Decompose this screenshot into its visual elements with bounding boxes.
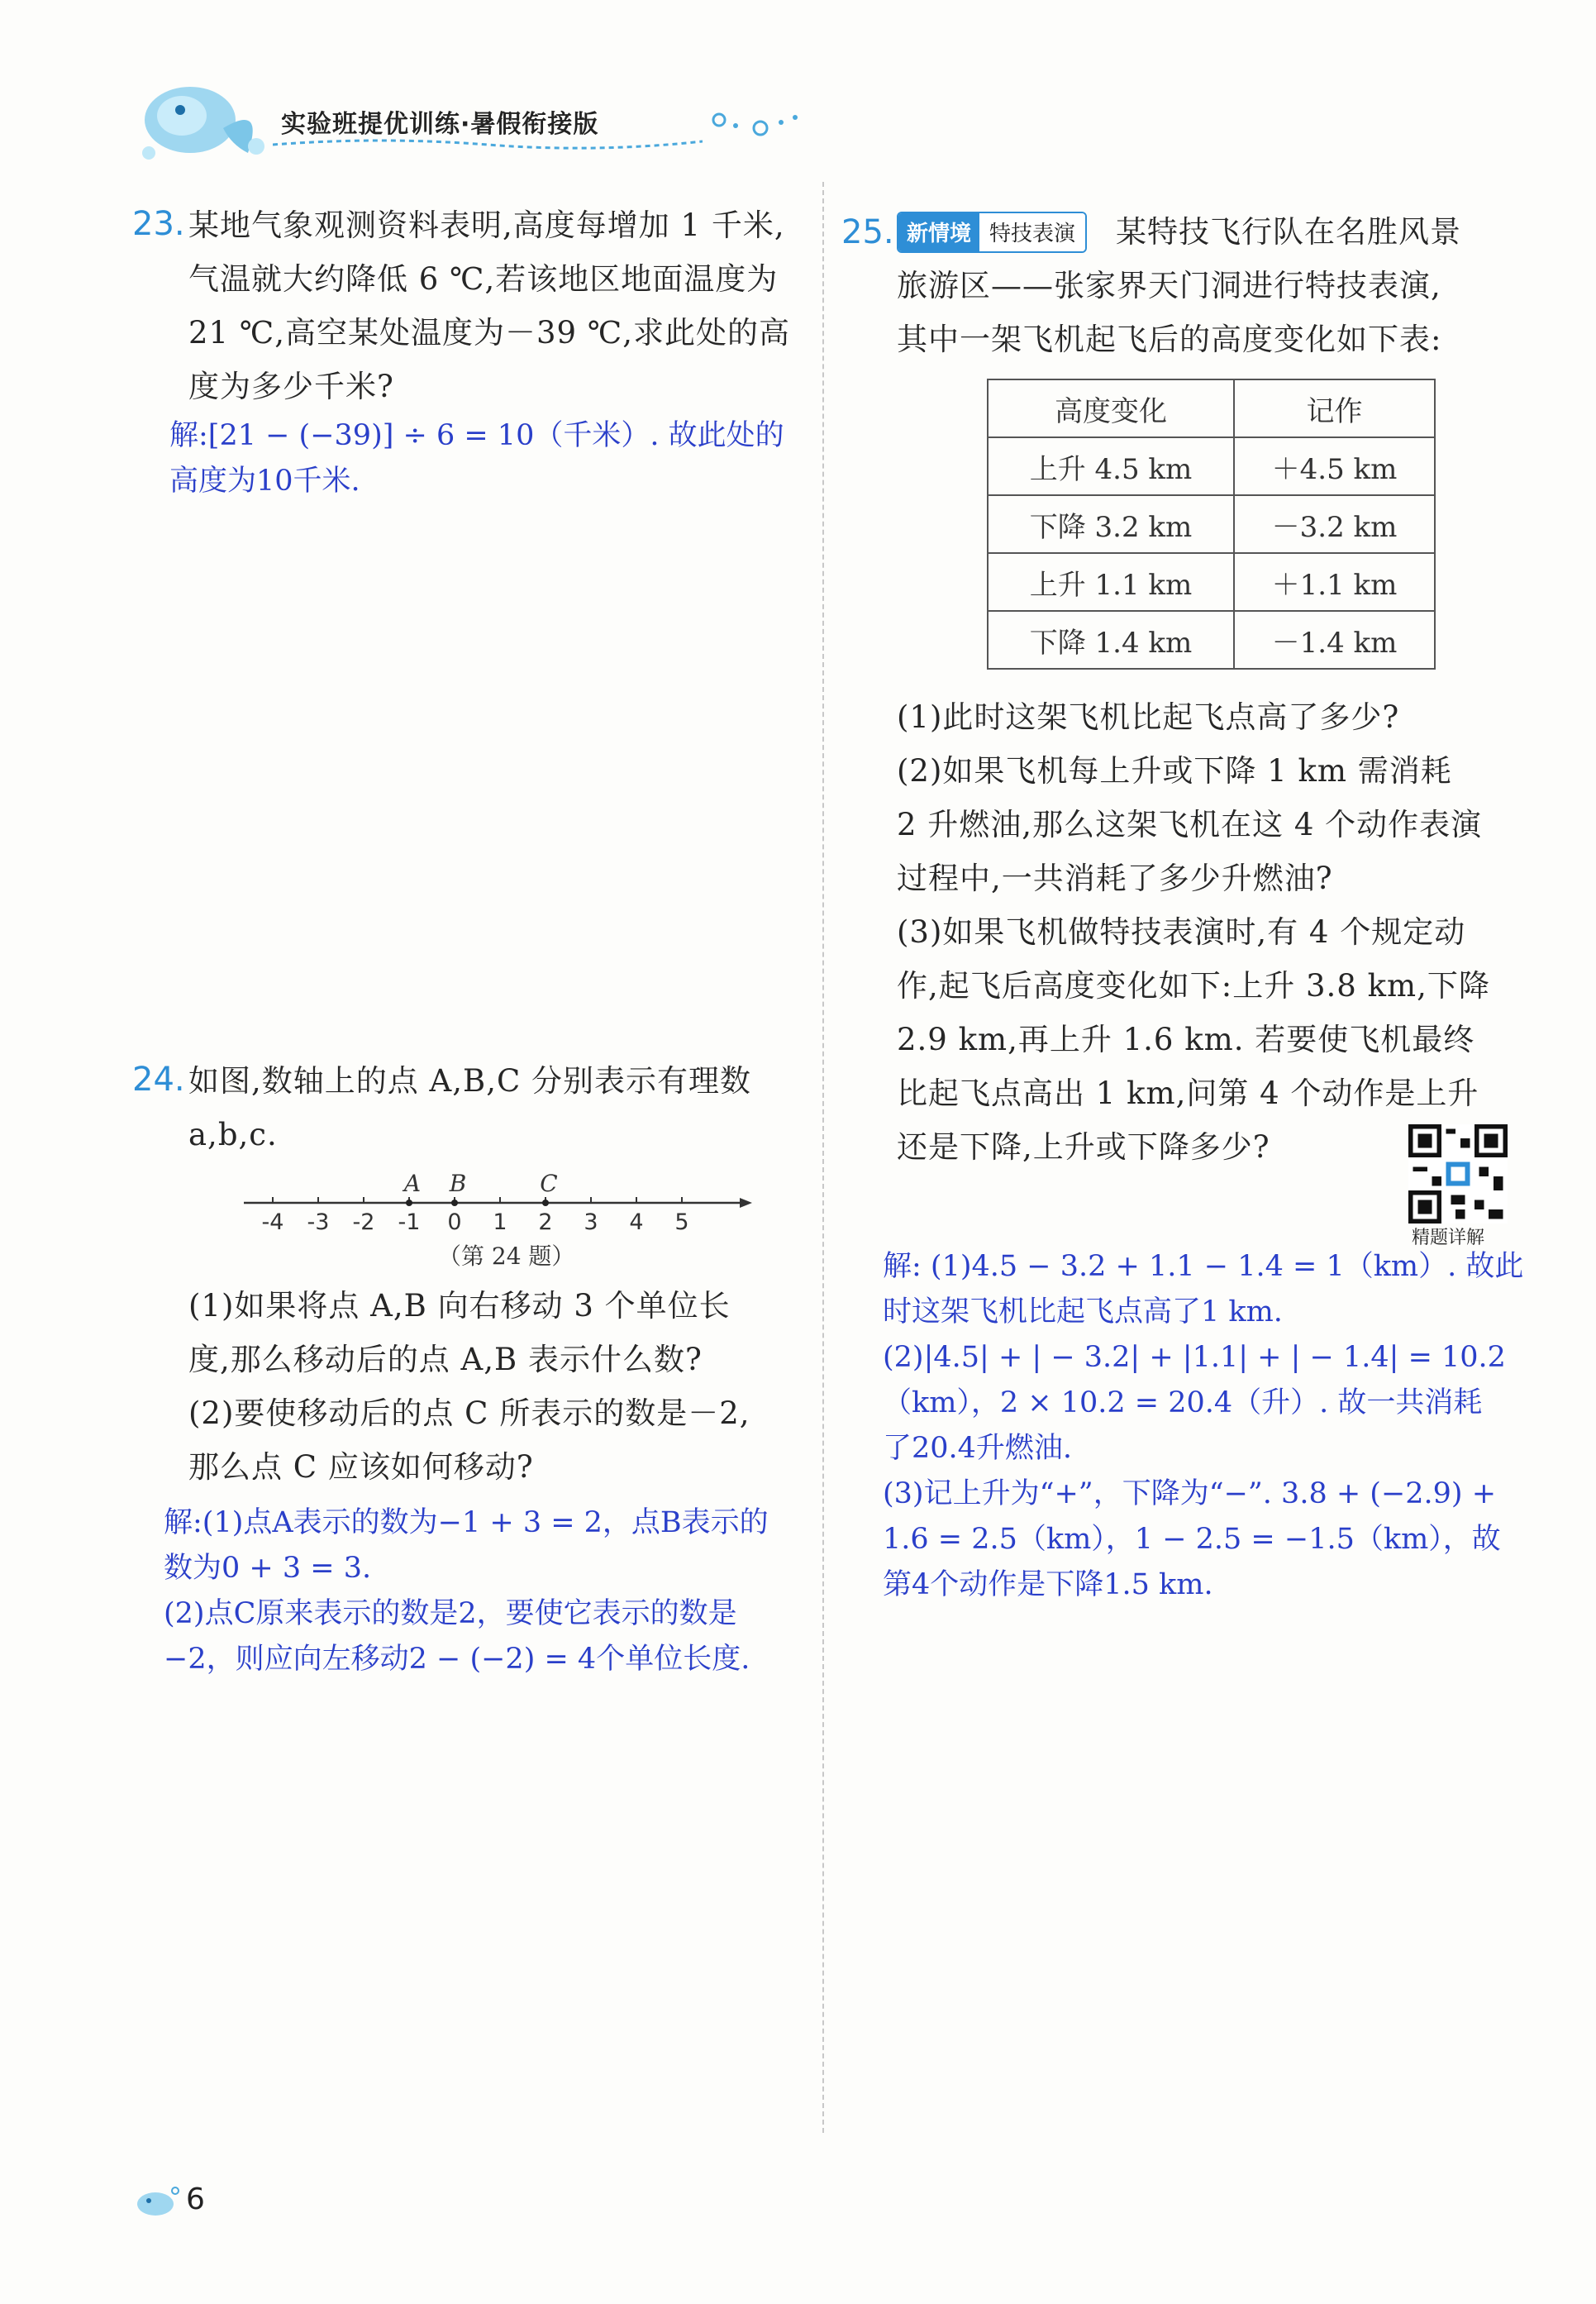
figure-caption: （第 24 题） xyxy=(438,1243,575,1270)
text-line: 气温就大约降低 6 ℃,若该地区地面温度为 xyxy=(188,261,779,297)
answer-line: (3)记上升为“+”，下降为“−”. 3.8 + (−2.9) + xyxy=(883,1477,1497,1510)
table-cell: ＋4.5 km xyxy=(1234,437,1435,495)
axis-tick-label: 1 xyxy=(493,1209,507,1235)
question-25-subparts xyxy=(897,690,1490,1174)
question-23-text xyxy=(188,198,790,413)
header-title: 实验班提优训练·暑假衔接版 xyxy=(281,110,599,139)
answer-line: 1.6 = 2.5（km），1 − 2.5 = −1.5（km），故 xyxy=(883,1523,1501,1556)
text-line: 21 ℃,高空某处温度为－39 ℃,求此处的高 xyxy=(188,315,790,351)
question-25-text xyxy=(897,259,1441,366)
table-header-cell: 高度变化 xyxy=(988,379,1234,437)
tag-primary: 新情境 xyxy=(898,213,979,251)
table-row xyxy=(988,495,1435,553)
new-context-tag xyxy=(897,212,1087,253)
axis-tick-label: 0 xyxy=(447,1209,462,1235)
text-line: (2)如果飞机每上升或下降 1 km 需消耗 xyxy=(897,753,1452,789)
text-line: 度为多少千米? xyxy=(188,369,394,404)
question-number: 24. xyxy=(132,1061,185,1099)
text-line: 那么点 C 应该如何移动? xyxy=(188,1449,534,1485)
wave-underline-icon xyxy=(273,136,703,153)
axis-tick-label: -1 xyxy=(398,1209,421,1235)
text-line: 度,那么移动后的点 A,B 表示什么数? xyxy=(188,1342,703,1377)
answer-line: (2)点C原来表示的数是2，要使它表示的数是 xyxy=(164,1597,737,1630)
answer-23 xyxy=(169,413,784,504)
page-number: 6 xyxy=(186,2182,205,2216)
text-line: 过程中,一共消耗了多少升燃油? xyxy=(897,861,1333,896)
altitude-table xyxy=(987,379,1436,670)
axis-tick-label: 5 xyxy=(674,1209,689,1235)
axis-tick-label: -4 xyxy=(261,1209,284,1235)
axis-tick-label: 3 xyxy=(584,1209,598,1235)
page-header xyxy=(124,79,835,169)
tag-secondary: 特技表演 xyxy=(979,213,1085,251)
answer-line: (2)|4.5| + | − 3.2| + |1.1| + | − 1.4| = 10.2 xyxy=(883,1341,1506,1374)
table-cell: 上升 1.1 km xyxy=(988,553,1234,611)
answer-24 xyxy=(164,1500,769,1682)
text-line: (1)如果将点 A,B 向右移动 3 个单位长 xyxy=(188,1288,731,1324)
answer-25 xyxy=(883,1244,1523,1608)
table-cell: 下降 3.2 km xyxy=(988,495,1234,553)
table-cell: －1.4 km xyxy=(1234,611,1435,669)
text-line: a,b,c. xyxy=(188,1117,278,1152)
text-line: 某地气象观测资料表明,高度每增加 1 千米, xyxy=(188,208,785,243)
text-line: (2)要使移动后的点 C 所表示的数是－2, xyxy=(188,1395,750,1431)
text-line: (1)此时这架飞机比起飞点高了多少? xyxy=(897,699,1400,735)
table-cell: 下降 1.4 km xyxy=(988,611,1234,669)
column-divider xyxy=(822,182,824,2133)
table-cell: －3.2 km xyxy=(1234,495,1435,553)
axis-tick-label: 2 xyxy=(538,1209,553,1235)
point-b xyxy=(451,1200,458,1206)
text-line: 比起飞点高出 1 km,问第 4 个动作是上升 xyxy=(897,1076,1479,1111)
answer-line: 解:(1)点A表示的数为−1 + 3 = 2，点B表示的 xyxy=(164,1506,769,1539)
table-row xyxy=(988,437,1435,495)
answer-line: 解:[21 − (−39)] ÷ 6 = 10（千米）. 故此处的 xyxy=(169,419,784,452)
table-row xyxy=(988,553,1435,611)
point-label: A xyxy=(403,1170,422,1197)
number-line-figure xyxy=(236,1157,765,1240)
answer-line: 时这架飞机比起飞点高了1 km. xyxy=(883,1295,1283,1328)
answer-line: −2，则应向左移动2 − (−2) = 4个单位长度. xyxy=(164,1643,750,1676)
table-header-cell: 记作 xyxy=(1234,379,1435,437)
axis-tick-label: 4 xyxy=(629,1209,644,1235)
axis-tick-label: -3 xyxy=(307,1209,330,1235)
point-label: B xyxy=(449,1170,467,1197)
text-line: 其中一架飞机起飞后的高度变化如下表: xyxy=(897,322,1442,357)
answer-line: 数为0 + 3 = 3. xyxy=(164,1552,372,1585)
point-c xyxy=(542,1200,549,1206)
text-line: 2.9 km,再上升 1.6 km. 若要使飞机最终 xyxy=(897,1022,1475,1057)
answer-line: 解: (1)4.5 − 3.2 + 1.1 − 1.4 = 1（km）. 故此 xyxy=(883,1250,1524,1283)
question-24-subparts xyxy=(188,1279,750,1494)
text-line: 2 升燃油,那么这架飞机在这 4 个动作表演 xyxy=(897,807,1483,842)
bubbles-decoration-icon xyxy=(703,107,802,141)
axis-tick-label: -2 xyxy=(352,1209,375,1235)
table-row xyxy=(988,611,1435,669)
text-line: 如图,数轴上的点 A,B,C 分别表示有理数 xyxy=(188,1063,752,1099)
table-cell: 上升 4.5 km xyxy=(988,437,1234,495)
text-line: 作,起飞后高度变化如下:上升 3.8 km,下降 xyxy=(897,968,1490,1004)
point-a xyxy=(406,1200,412,1206)
question-number: 25. xyxy=(841,213,894,251)
answer-line: 第4个动作是下降1.5 km. xyxy=(883,1568,1213,1601)
answer-line: 了20.4升燃油. xyxy=(883,1432,1073,1465)
answer-line: 高度为10千米. xyxy=(169,465,360,498)
table-header-row xyxy=(988,379,1435,437)
answer-line: （km），2 × 10.2 = 20.4（升）. 故一共消耗 xyxy=(883,1386,1483,1419)
qr-label: 精题详解 xyxy=(1412,1228,1485,1248)
text-line: 还是下降,上升或下降多少? xyxy=(897,1129,1270,1165)
qr-code-icon[interactable] xyxy=(1408,1124,1508,1224)
question-25-first-line: 某特技飞行队在名胜风景 xyxy=(1116,214,1461,250)
point-label: C xyxy=(540,1170,558,1197)
dolphin-footer-icon xyxy=(132,2181,182,2222)
table-cell: ＋1.1 km xyxy=(1234,553,1435,611)
question-24-text xyxy=(188,1054,751,1162)
question-number: 23. xyxy=(132,205,185,243)
text-line: 旅游区——张家界天门洞进行特技表演, xyxy=(897,268,1441,303)
text-line: (3)如果飞机做特技表演时,有 4 个规定动 xyxy=(897,914,1466,950)
